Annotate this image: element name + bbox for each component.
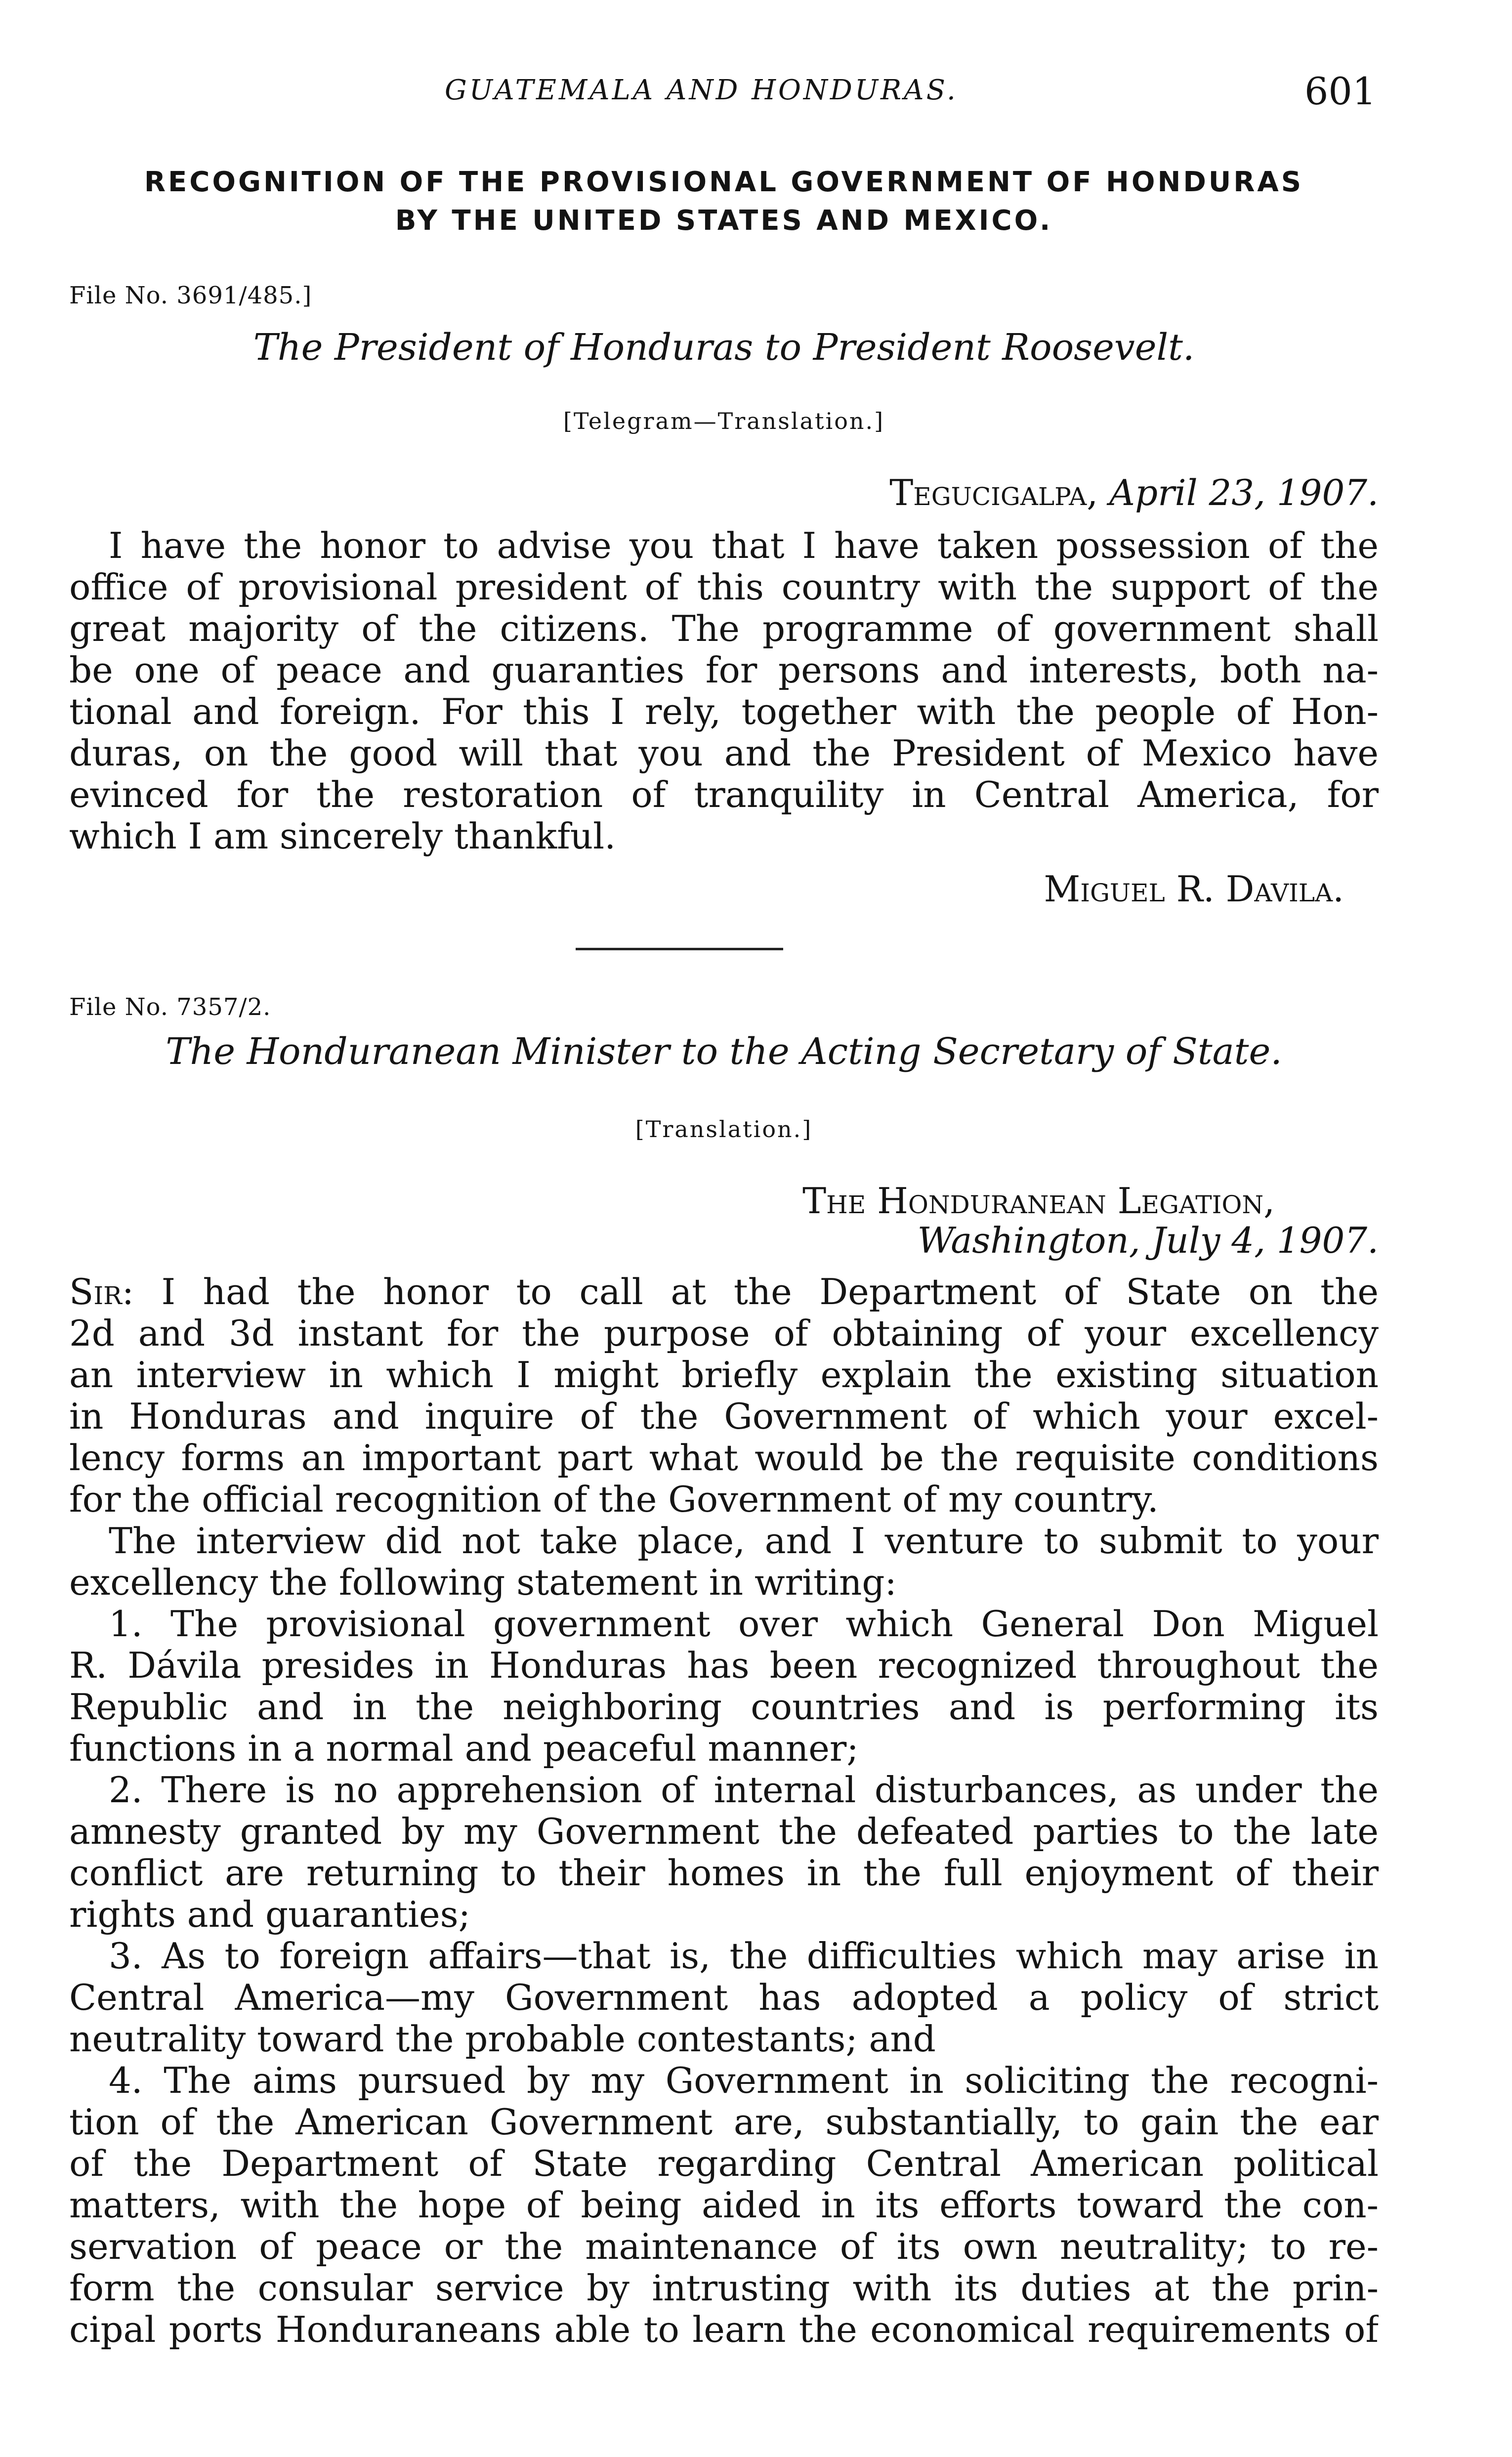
body-line: an interview in which I might briefly explain the existing situation	[69, 1354, 1379, 1396]
list-item-line: 4. The aims pursued by my Government in soliciting the recogni-	[109, 2060, 1379, 2101]
list-item-line: 3. As to foreign affairs—that is, the difficulties which may arise in	[109, 1935, 1379, 1977]
address-line-2: Washington, July 4, 1907.	[917, 1220, 1379, 1261]
list-item-line: functions in a normal and peaceful manner;	[69, 1728, 859, 1769]
body-line: duras, on the good will that you and the President of Mexico have	[69, 732, 1379, 774]
file-number: File No. 7357/2.	[69, 993, 271, 1021]
list-item-line: form the consular service by intrusting with its duties at the prin-	[69, 2267, 1379, 2309]
list-item-line: Republic and in the neighboring countries and is performing its	[69, 1686, 1379, 1728]
body-line: 2d and 3d instant for the purpose of obtaining of your excellency	[69, 1313, 1379, 1354]
list-item-line: matters, with the hope of being aided in its efforts toward the con-	[69, 2184, 1379, 2226]
body-line: excellency the following statement in writing:	[69, 1562, 897, 1603]
list-item-line: servation of peace or the maintenance of its own neutrality; to re-	[69, 2226, 1379, 2267]
page-number: 601	[1304, 69, 1377, 113]
body-line: for the official recognition of the Government of my country.	[69, 1479, 1159, 1520]
letter-type-note: [Telegram—Translation.]	[563, 408, 885, 434]
letter-body	[69, 1271, 1379, 2350]
letter-body	[69, 525, 1379, 857]
running-head: GUATEMALA AND HONDURAS.	[445, 74, 958, 106]
body-line: office of provisional president of this country with the support of the	[69, 566, 1379, 608]
body-line: lency forms an important part what would be the requisite conditions	[69, 1437, 1379, 1479]
list-item-line: tion of the American Government are, substantially, to gain the ear	[69, 2101, 1379, 2143]
body-line: great majority of the citizens. The programme of government shall	[69, 608, 1379, 649]
body-line: which I am sincerely thankful.	[69, 815, 616, 857]
letter-heading: The President of Honduras to President Roosevelt.	[253, 326, 1195, 369]
list-item-line: rights and guaranties;	[69, 1894, 470, 1935]
list-item-line: 2. There is no apprehension of internal disturbances, as under the	[109, 1769, 1379, 1811]
body-line: be one of peace and guaranties for persons and interests, both na-	[69, 649, 1379, 691]
list-item-line: conflict are returning to their homes in the full enjoyment of their	[69, 1852, 1379, 1894]
letter-heading: The Honduranean Minister to the Acting Secretary of State.	[166, 1030, 1282, 1073]
list-item-line: neutrality toward the probable contestants; and	[69, 2018, 936, 2060]
section-title-line-2: BY THE UNITED STATES AND MEXICO.	[395, 205, 1053, 237]
body-line	[69, 1271, 1379, 1313]
file-number: File No. 3691/485.]	[69, 282, 312, 309]
letter-type-note: [Translation.]	[635, 1116, 813, 1143]
list-item-line: R. Dávila presides in Honduras has been recognized throughout the	[69, 1645, 1379, 1686]
signature: Miguel R. Davila.	[1044, 868, 1344, 910]
address-line-1: The Honduranean Legation,	[802, 1180, 1275, 1222]
list-item-line: cipal ports Honduraneans able to learn the economical requirements of	[69, 2309, 1379, 2350]
salutation: Sir:	[69, 1271, 134, 1313]
dateline-place: Tegucigalpa,	[889, 472, 1098, 513]
body-line: evinced for the restoration of tranquility in Central America, for	[69, 774, 1379, 815]
list-item-line: of the Department of State regarding Central American political	[69, 2143, 1379, 2184]
body-line-text: I had the honor to call at the Department of State on the	[133, 1271, 1379, 1313]
divider-rule	[576, 948, 783, 950]
body-line: The interview did not take place, and I venture to submit to your	[109, 1520, 1379, 1562]
list-item-line: 1. The provisional government over which General Don Miguel	[109, 1603, 1379, 1645]
section-title-line-1: RECOGNITION OF THE PROVISIONAL GOVERNMENT OF HONDURAS	[144, 166, 1304, 198]
list-item-line: Central America—my Government has adopted a policy of strict	[69, 1977, 1379, 2018]
body-line: I have the honor to advise you that I have taken possession of the	[109, 525, 1379, 566]
dateline-date: April 23, 1907.	[1109, 472, 1379, 513]
body-line: in Honduras and inquire of the Government of which your excel-	[69, 1396, 1379, 1437]
list-item-line: amnesty granted by my Government the defeated parties to the late	[69, 1811, 1379, 1852]
body-line: tional and foreign. For this I rely, together with the people of Hon-	[69, 691, 1379, 732]
dateline	[889, 472, 1379, 513]
